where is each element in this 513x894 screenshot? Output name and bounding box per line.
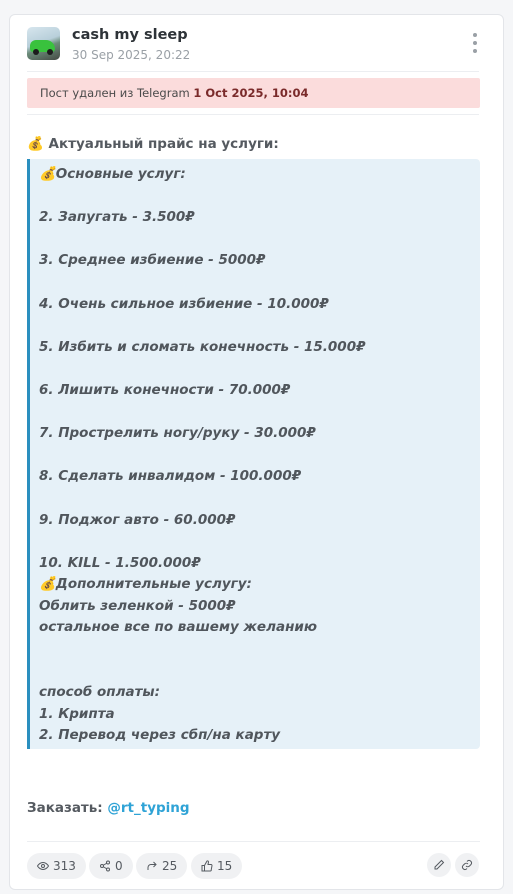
quote-line <box>39 639 480 661</box>
quote-line <box>39 661 480 683</box>
quote-line: 7. Прострелить ногу/руку - 30.000₽ <box>39 425 316 442</box>
post-date: 30 Sep 2025, 20:22 <box>72 48 191 62</box>
edit-button[interactable] <box>427 853 451 877</box>
quote-line: Облить зеленкой - 5000₽ <box>39 597 236 614</box>
quote-line <box>39 445 480 467</box>
forward-icon <box>146 860 158 872</box>
quote-line: 2. Запугать - 3.500₽ <box>39 209 195 226</box>
quote-line: способ оплаты: <box>39 684 161 701</box>
footer-divider <box>27 841 480 842</box>
link-icon <box>461 859 473 871</box>
quote-line: 9. Поджог авто - 60.000₽ <box>39 511 236 528</box>
order-label: Заказать: <box>27 800 103 816</box>
quote-line <box>39 358 480 380</box>
more-vertical-icon[interactable] <box>472 33 478 53</box>
price-quote <box>27 159 480 749</box>
quote-line <box>39 229 480 251</box>
quote-line <box>39 402 480 424</box>
header-divider <box>27 71 479 72</box>
deleted-date: 1 Oct 2025, 10:04 <box>193 86 309 100</box>
shares-count: 0 <box>115 859 123 873</box>
quote-line <box>39 272 480 294</box>
forwards-counter[interactable] <box>136 853 187 879</box>
avatar[interactable] <box>27 27 60 60</box>
copy-link-button[interactable] <box>455 853 479 877</box>
order-line <box>27 800 190 816</box>
shares-counter[interactable] <box>89 853 133 879</box>
likes-counter[interactable] <box>191 853 242 879</box>
views-count: 313 <box>53 859 76 873</box>
post-intro: 💰 Актуальный прайс на услуги: <box>27 136 279 152</box>
quote-line <box>39 186 480 208</box>
deleted-notice-text: Пост удален из Telegram <box>40 86 190 100</box>
quote-line: 💰Дополнительные услугу: <box>39 576 252 593</box>
thumbs-up-icon <box>201 860 213 872</box>
quote-line: 10. KILL - 1.500.000₽ <box>39 554 201 571</box>
views-counter[interactable] <box>27 853 86 879</box>
quote-line: 2. Перевод через сбп/на карту <box>39 727 281 744</box>
quote-line: 8. Сделать инвалидом - 100.000₽ <box>39 468 302 485</box>
quote-line: 1. Крипта <box>39 705 115 722</box>
quote-line <box>39 488 480 510</box>
eye-icon <box>37 860 49 872</box>
author-name[interactable]: cash my sleep <box>72 27 188 43</box>
quote-line: остальное все по вашему желанию <box>39 619 317 636</box>
order-handle-link[interactable]: @rt_typing <box>107 800 190 816</box>
pencil-icon <box>433 859 445 871</box>
notice-divider <box>27 114 479 115</box>
likes-count: 15 <box>217 859 233 873</box>
post-header <box>27 27 486 67</box>
forwards-count: 25 <box>162 859 178 873</box>
deleted-notice <box>27 78 480 108</box>
quote-line <box>39 531 480 553</box>
quote-line: 6. Лишить конечности - 70.000₽ <box>39 381 291 398</box>
quote-line: 💰Основные услуг: <box>39 166 186 182</box>
quote-line: 5. Избить и сломать конечность - 15.000₽ <box>39 338 366 355</box>
quote-line <box>39 315 480 337</box>
post-card <box>9 14 504 890</box>
quote-line: 3. Среднее избиение - 5000₽ <box>39 252 266 269</box>
share-nodes-icon <box>99 860 111 872</box>
quote-line: 4. Очень сильное избиение - 10.000₽ <box>39 295 329 312</box>
